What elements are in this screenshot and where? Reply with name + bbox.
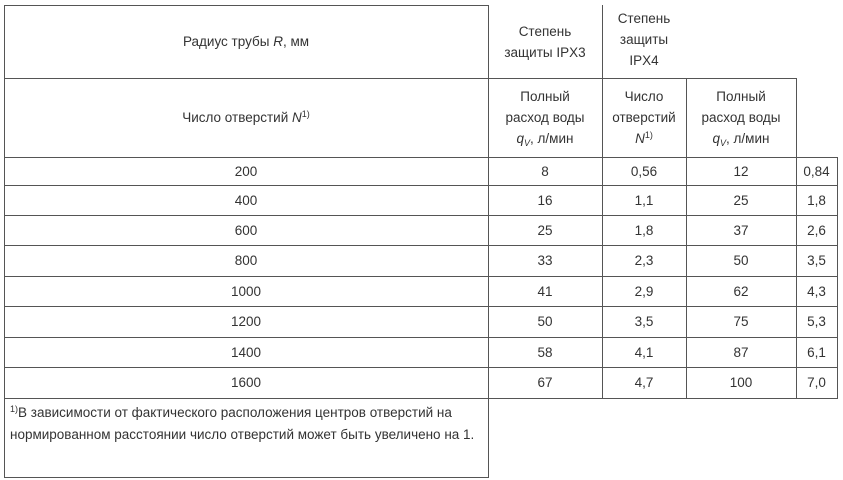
cell-radius: 1600 (230, 375, 262, 390)
cell-value: 50 (537, 314, 553, 329)
cell-value: 62 (733, 283, 749, 299)
header-flow-ipx4: Полный расход воды $q_V$, л/мин (701, 89, 781, 148)
header-ipx3: Степень защиты IPX3 (504, 23, 586, 60)
cell-value: 0,84 (803, 163, 830, 179)
cell-radius: 1000 (230, 283, 262, 299)
cell-value: 75 (733, 314, 749, 329)
cell-value: 0,56 (630, 163, 658, 179)
cell-radius: 600 (234, 222, 258, 238)
cell-value: 2,9 (634, 283, 654, 299)
header-radius: Радиус трубы R, мм (182, 34, 310, 49)
cell-value: 1,1 (634, 192, 654, 208)
cell-value: 58 (537, 344, 553, 360)
cell-value: 8 (541, 163, 549, 179)
cell-radius: 1400 (230, 344, 262, 360)
cell-value: 2,3 (634, 253, 654, 268)
cell-value: 87 (733, 344, 749, 360)
cell-value: 1,8 (807, 192, 826, 208)
cell-radius: 200 (234, 163, 258, 179)
header-ipx4: Степень защиты IPX4 (617, 11, 671, 68)
cell-radius: 800 (234, 253, 258, 268)
cell-value: 12 (733, 163, 749, 179)
cell-value: 16 (537, 192, 553, 208)
cell-value: 67 (537, 375, 553, 390)
cell-value: 4,7 (634, 375, 654, 390)
footnote (10, 402, 488, 446)
header-holes-ipx4: Число отверстий $N^{1)}$ (612, 89, 676, 146)
cell-value: 3,5 (807, 253, 826, 268)
footnote-mark: 1) (10, 404, 19, 414)
cell-value: 33 (537, 253, 553, 268)
cell-value: 41 (537, 283, 553, 299)
cell-value: 50 (733, 253, 749, 268)
cell-value: 7,0 (807, 375, 826, 390)
cell-value: 37 (733, 222, 749, 238)
footnote-text: В зависимости от фактического расположения центров отверстий на нормированном расстоянии число отверстий может быть увеличено на 1. (10, 405, 475, 442)
cell-value: 3,5 (634, 314, 654, 329)
cell-radius: 1200 (230, 314, 262, 329)
cell-value: 25 (537, 222, 553, 238)
cell-value: 5,3 (807, 314, 826, 329)
cell-value: 6,1 (807, 344, 826, 360)
header-flow-ipx3: Полный расход воды $q_V$, л/мин (505, 89, 585, 148)
cell-value: 100 (729, 375, 753, 390)
cell-value: 4,3 (807, 283, 826, 299)
cell-value: 2,6 (807, 222, 826, 238)
cell-radius: 400 (234, 192, 258, 208)
cell-value: 1,8 (634, 222, 654, 238)
cell-value: 4,1 (634, 344, 654, 360)
header-holes: Число отверстий $N^{1)}$ (182, 109, 310, 125)
cell-value: 25 (733, 192, 749, 208)
